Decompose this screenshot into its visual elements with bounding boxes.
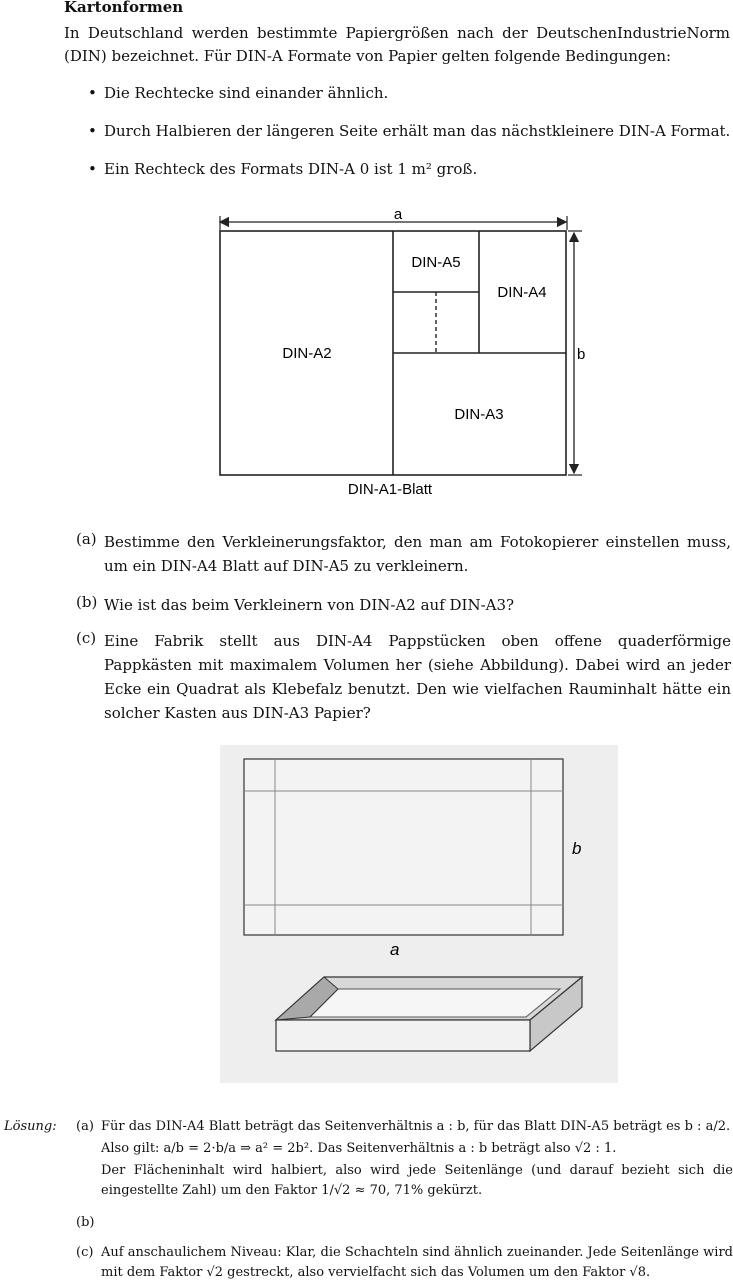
din-a5-label: DIN-A5: [411, 254, 461, 271]
bullet-dot-icon: •: [88, 160, 97, 178]
a-label: a: [393, 206, 403, 223]
solution-label: (a): [76, 1119, 94, 1134]
solution-heading: Lösung:: [4, 1119, 57, 1134]
solution-label: (c): [76, 1245, 94, 1260]
question-text: Eine Fabrik stellt aus DIN-A4 Pappstücken oben offene quaderförmige Pappkästen mit maximalem Volumen her (siehe Abbildung). Dabei wird an jeder Ecke ein Quadrat als Klebefalz benutzt. Den wie vielfachen Rauminhalt hätte ein solcher Kasten aus DIN-A3 Papier?: [104, 632, 731, 722]
solution-a-line1: Für das DIN-A4 Blatt beträgt das Seitenverhältnis a : b, für das Blatt DIN-A5 beträgt es b : a/2.: [101, 1119, 731, 1134]
question-label: (a): [76, 530, 97, 548]
din-a2-label: DIN-A2: [282, 345, 332, 362]
box-diagram: [220, 745, 618, 1083]
din-a4-label: DIN-A4: [497, 284, 547, 301]
box-front: [276, 1020, 530, 1051]
question-text: Wie ist das beim Verkleinern von DIN-A2 auf DIN-A3?: [104, 596, 515, 614]
solution-a-line2: Also gilt: a/b = 2·b/a ⇒ a² = 2b². Das Seitenverhältnis a : b beträgt also √2 : 1.: [101, 1141, 617, 1156]
bullet-dot-icon: •: [88, 84, 97, 102]
bullet-item: [88, 84, 388, 102]
page-title: Kartonformen: [64, 0, 184, 16]
figure-caption: DIN-A1-Blatt: [347, 481, 433, 498]
solution-label: (b): [76, 1215, 95, 1230]
b-label: b: [577, 346, 586, 363]
bullet-dot-icon: •: [88, 122, 97, 140]
bullet-item: [88, 160, 477, 178]
intro-paragraph: In Deutschland werden bestimmte Papiergrößen nach der DeutschenIndustrieNorm (DIN) bezeichnet. Für DIN-A Formate von Papier gelten folgende Bedingungen:: [64, 24, 730, 65]
b-label: b: [572, 839, 582, 858]
bullet-text: Die Rechtecke sind einander ähnlich.: [104, 84, 389, 102]
question-label: (b): [76, 593, 98, 611]
cardboard-net: [244, 759, 563, 935]
bullet-item: [88, 122, 730, 140]
question-text: Bestimme den Verkleinerungsfaktor, den man am Fotokopierer einstellen muss, um ein DIN-A4 Blatt auf DIN-A5 zu verkleinern.: [104, 533, 731, 575]
din-format-diagram: [210, 203, 600, 500]
solution-c-text: Auf anschaulichem Niveau: Klar, die Schachteln sind ähnlich zueinander. Jede Seitenlänge wird mit dem Faktor √2 gestreckt, also vervielfacht sich das Volumen um den Faktor √8.: [101, 1245, 733, 1280]
solution-a-line3: Der Flächeninhalt wird halbiert, also wird jede Seitenlänge (und darauf bezieht sich die eingestellte Zahl) um den Faktor 1/√2 ≈ 70, 71% gekürzt.: [101, 1163, 733, 1198]
question-label: (c): [76, 629, 97, 647]
a-label: a: [390, 940, 400, 959]
din-a3-label: DIN-A3: [454, 406, 504, 423]
bullet-text: Durch Halbieren der längeren Seite erhält man das nächstkleinere DIN-A Format.: [104, 122, 731, 140]
bullet-text: Ein Rechteck des Formats DIN-A 0 ist 1 m² groß.: [104, 160, 478, 178]
